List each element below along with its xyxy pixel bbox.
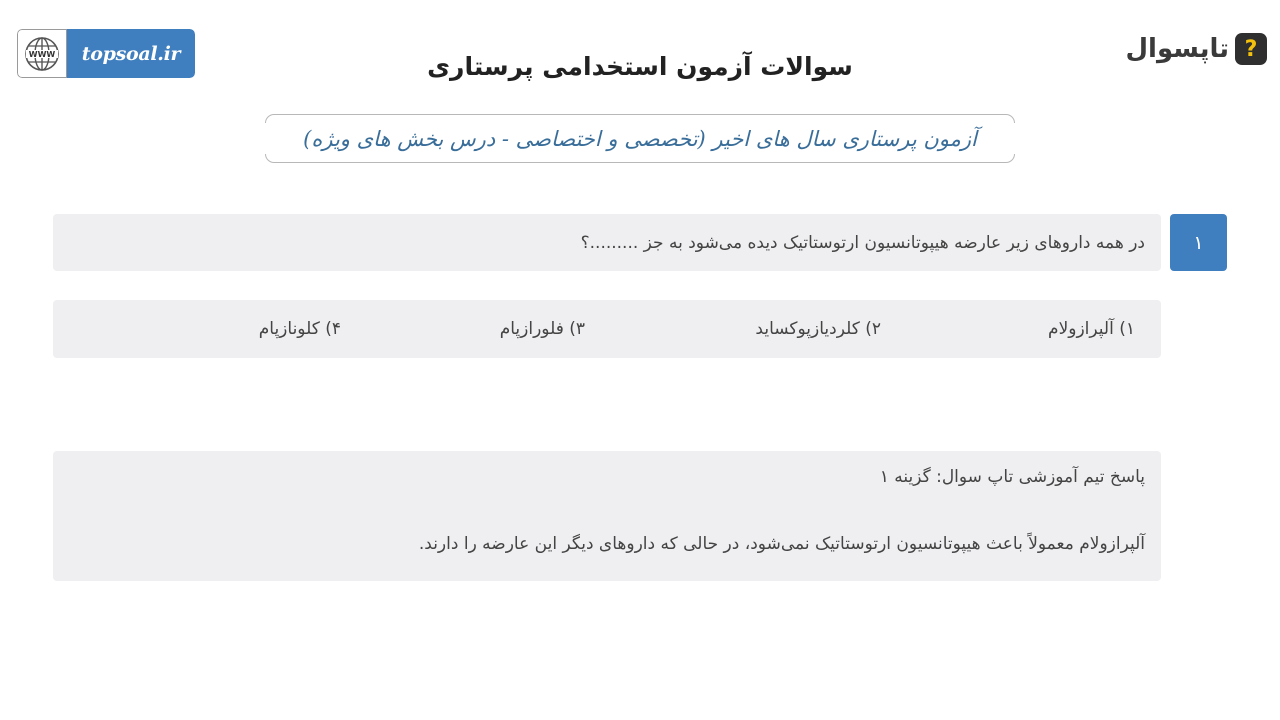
option-2[interactable]: ۲) کلردیازپوکساید	[755, 319, 881, 339]
brand-word: تاپسوال	[1125, 34, 1229, 64]
question-text: در همه داروهای زیر عارضه هیپوتانسیون ارتوستاتیک دیده می‌شود به جز .........؟	[580, 232, 1145, 253]
option-3[interactable]: ۳) فلورازپام	[499, 319, 585, 339]
question-box	[53, 214, 1161, 271]
option-4[interactable]: ۴) کلونازپام	[258, 319, 341, 339]
page-title: سوالات آزمون استخدامی پرستاری	[427, 52, 853, 81]
svg-text:WWW: WWW	[28, 49, 56, 59]
option-1[interactable]: ۱) آلپرازولام	[1048, 319, 1135, 339]
answer-box	[53, 451, 1161, 581]
subtitle-frame	[265, 114, 1015, 163]
answer-title: پاسخ تیم آموزشی تاپ سوال: گزینه ۱	[879, 467, 1145, 487]
options-box	[53, 300, 1161, 358]
subtitle: آزمون پرستاری سال های اخیر (تخصصی و اختصاصی - درس بخش های ویژه)	[303, 126, 977, 151]
question-mark-icon: ?	[1235, 33, 1267, 65]
question-number: ۱	[1170, 214, 1227, 271]
site-name[interactable]: topsoal.ir	[67, 29, 195, 78]
answer-text: آلپرازولام معمولاً باعث هیپوتانسیون ارتوستاتیک نمی‌شود، در حالی که داروهای دیگر این عارضه را دارند.	[418, 534, 1145, 554]
